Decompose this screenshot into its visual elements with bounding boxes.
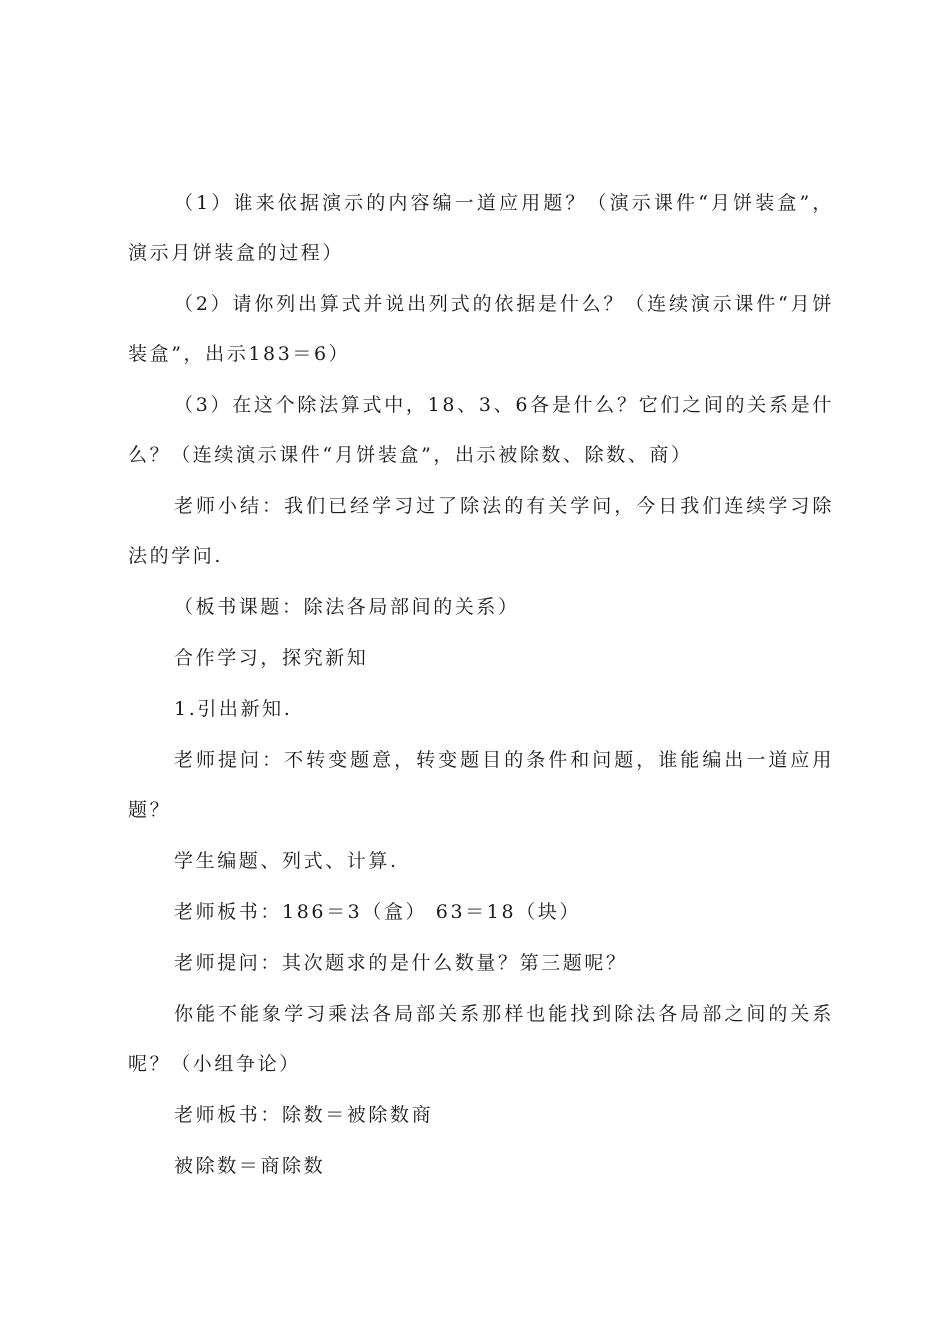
- paragraph-8: 老师提问：不转变题意，转变题目的条件和问题，谁能编出一道应用题？: [128, 749, 834, 821]
- paragraph-14: 被除数＝商除数: [174, 1155, 326, 1177]
- paragraph-2: （2）请你列出算式并说出列式的依据是什么？（连续演示课件“月饼装盒”，出示183＝6）: [128, 293, 834, 365]
- paragraph-13: 老师板书：除数＝被除数商: [174, 1104, 434, 1126]
- paragraph-5: （板书课题：除法各局部间的关系）: [174, 596, 520, 618]
- paragraph-11: 老师提问：其次题求的是什么数量？第三题呢？: [174, 952, 628, 974]
- paragraph-3: （3）在这个除法算式中，18、3、6各是什么？它们之间的关系是什么？（连续演示课件“月饼装盒”，出示被除数、除数、商）: [128, 394, 834, 466]
- document-body: [128, 178, 834, 1192]
- paragraph-12: 你能不能象学习乘法各局部关系那样也能找到除法各局部之间的关系呢？（小组争论）: [128, 1003, 834, 1075]
- paragraph-6: 合作学习，探究新知: [174, 647, 369, 669]
- paragraph-7: 1.引出新知.: [174, 698, 293, 720]
- paragraph-10: 老师板书：186＝3（盒） 63＝18（块）: [174, 901, 581, 923]
- paragraph-9: 学生编题、列式、计算.: [174, 850, 399, 872]
- paragraph-4: 老师小结：我们已经学习过了除法的有关学问，今日我们连续学习除法的学问.: [128, 495, 834, 567]
- paragraph-1: （1）谁来依据演示的内容编一道应用题？（演示课件“月饼装盒”，演示月饼装盒的过程）: [128, 192, 834, 264]
